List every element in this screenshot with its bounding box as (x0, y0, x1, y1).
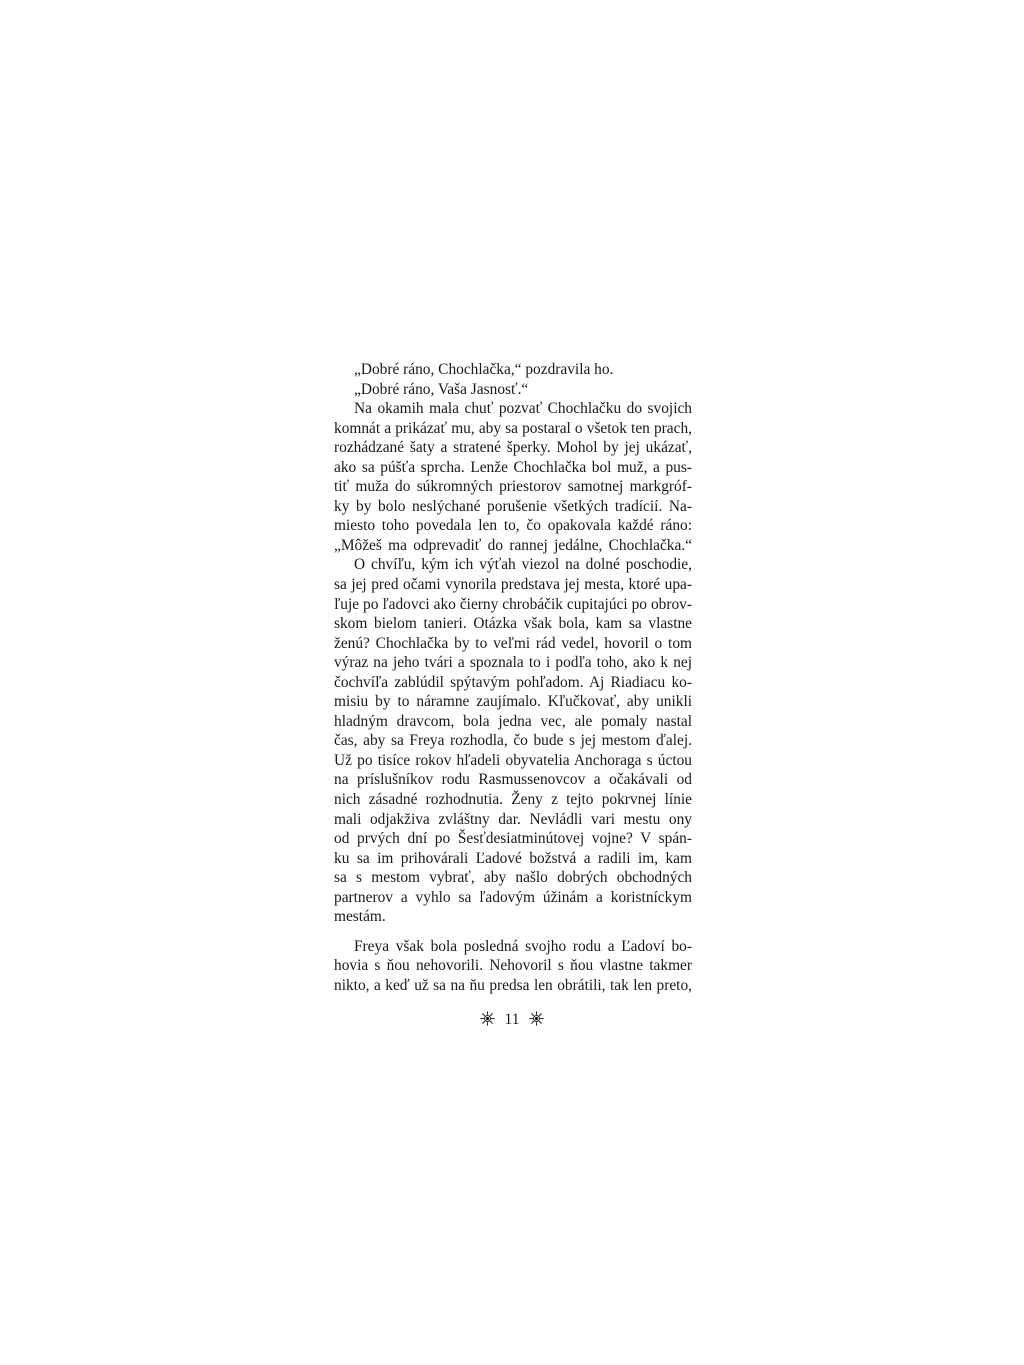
text-line: misiu by to náramne zaujímalo. Kľučkovať, aby unikli (334, 693, 692, 711)
text-line: „Dobré ráno, Chochlačka,“ pozdravila ho. (354, 361, 614, 378)
text-line: O chvíľu, kým ich výťah viezol na dolné poschodie, (354, 556, 692, 574)
body-text (334, 360, 692, 996)
text-line: nikto, a keď už sa na ňu predsa len obrátili, tak len preto, (334, 976, 692, 994)
text-line: „Dobré ráno, Vaša Jasnosť.“ (354, 380, 529, 398)
text-line: hovia s ňou nehovorili. Nehovoril s ňou vlastne takmer (334, 957, 692, 975)
text-line: čochvíľa zablúdil spýtavým pohľadom. Aj Riadiacu ko- (334, 673, 692, 691)
text-line: hladným dravcom, bola jedna vec, ale pomaly nastal (334, 712, 692, 730)
text-line: „Môžeš ma odprevadiť do rannej jedálne, Chochlačka.“ (334, 536, 692, 554)
page-footer (0, 1009, 1024, 1031)
page-number: 11 (504, 1011, 520, 1028)
text-line: čas, aby sa Freya rozhodla, čo bude s jej mestom ďalej. (334, 732, 692, 750)
text-line: od prvých dní po Šesťdesiatminútovej vojne? V spán- (334, 830, 692, 848)
text-line: mali odjakživa zvláštny dar. Nevládli vari mestu ony (334, 810, 692, 828)
text-line: výraz na jeho tvári a spoznala to i podľa toho, ako k nej (334, 654, 692, 672)
text-line: Na okamih mala chuť pozvať Chochlačku do svojich (354, 400, 692, 418)
text-line: sa jej pred očami vynorila predstava jej mesta, ktoré upa- (334, 576, 692, 594)
text-line: nich zásadné rozhodnutia. Ženy z tejto pokrvnej línie (334, 791, 692, 809)
text-line: mestám. (334, 908, 386, 926)
text-line: ky by bolo neslýchané porušenie všetkých tradícií. Na- (334, 497, 692, 515)
text-line: tiť muža do súkromných priestorov samotnej markgróf- (334, 478, 692, 496)
sun-ornament-icon (480, 1011, 495, 1026)
text-line: rozhádzané šaty a stratené šperky. Mohol by jej ukázať, (334, 439, 692, 457)
text-line: Freya však bola posledná svojho rodu a Ľadoví bo- (354, 937, 692, 955)
text-line: ľuje po ľadovci ako čierny chrobáčik cupitajúci po obrov- (334, 595, 692, 613)
text-line: komnát a prikázať mu, aby sa postaral o všetok ten prach, (334, 419, 692, 437)
text-line: ako sa púšťa sprcha. Lenže Chochlačka bol muž, a pus- (334, 458, 692, 476)
text-line: partnerov a vyhlo sa ľadovým úžinám a koristníckym (334, 888, 692, 906)
text-line: ženú? Chochlačka by to veľmi rád vedel, hovoril o tom (334, 634, 692, 652)
text-line: skom bielom tanieri. Otázka však bola, kam sa vlastne (334, 615, 692, 633)
text-line: Už po tisíce rokov hľadeli obyvatelia Anchoraga s úctou (334, 751, 692, 769)
text-line: sa s mestom vybrať, aby našlo dobrých obchodných (334, 869, 692, 887)
text-line: miesto toho povedala len to, čo opakovala každé ráno: (334, 517, 692, 535)
sun-ornament-icon (529, 1011, 544, 1026)
text-line: ku sa im prihovárali Ľadové božstvá a radili im, kam (334, 849, 692, 867)
text-line: na príslušníkov rodu Rasmussenovcov a očakávali od (334, 771, 692, 789)
